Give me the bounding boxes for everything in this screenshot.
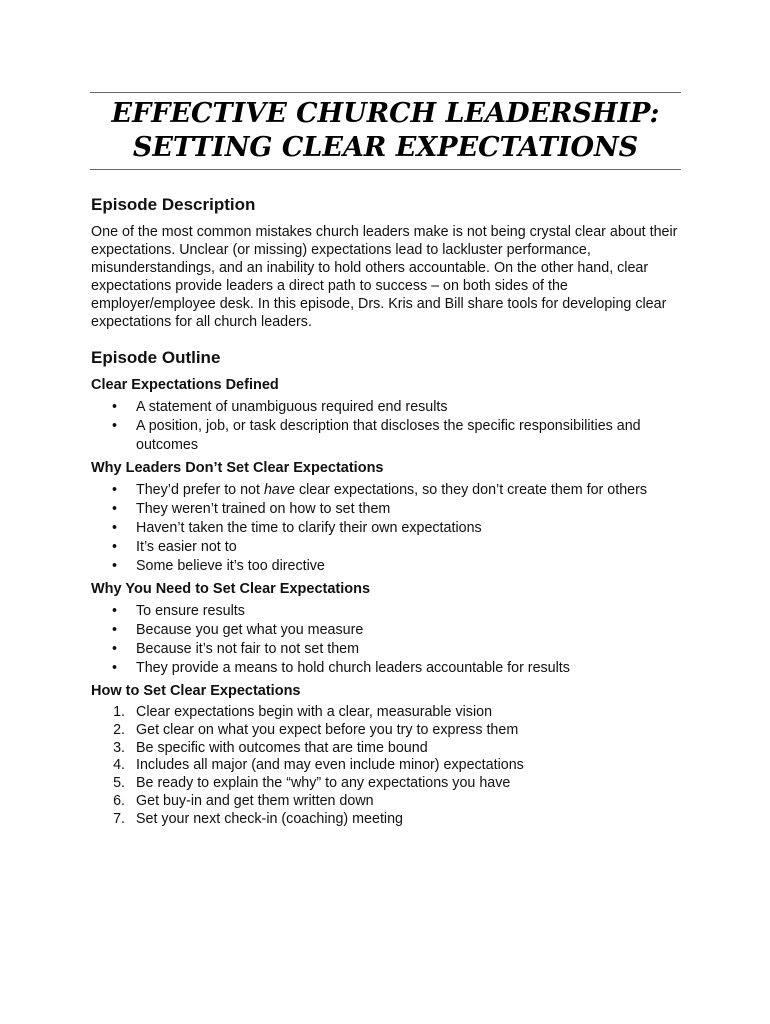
list-item: • A position, job, or task description that discloses the specific responsibilities and outcomes (112, 418, 641, 453)
bullet-icon: • (112, 622, 118, 638)
numbered-item: 4. Includes all major (and may even include minor) expectations (91, 757, 691, 775)
bullet-icon: • (112, 660, 118, 676)
list-item: • They provide a means to hold church leaders accountable for results (112, 660, 570, 676)
why-you-need-list (91, 602, 691, 678)
item-number: 3. (113, 739, 125, 756)
episode-outline-heading: Episode Outline (91, 348, 221, 367)
bullet-icon: • (112, 603, 118, 619)
episode-description-text: One of the most common mistakes church leaders make is not being crystal clear about their expectations. Unclear (or missing) expectations lead to lackluster performance, misunderstandings, and an inability to hold others accountable. On the other hand, clear expectations provide leaders a direct path to success – on both sides of the employer/employee desk. In this episode, Drs. Kris and Bill share tools for developing clear expectations for all church leaders. (91, 224, 678, 330)
bullet-icon: • (112, 399, 118, 415)
item-number: 1. (113, 704, 125, 720)
item-number: 4. (113, 757, 125, 774)
title-block (90, 92, 681, 170)
document-title-line-1: EFFECTIVE CHURCH LEADERSHIP: (111, 98, 660, 129)
bullet-icon: • (112, 418, 118, 434)
section-heading-why-leaders-dont: Why Leaders Don’t Set Clear Expectations (91, 460, 384, 476)
emphasis-text: have (263, 482, 295, 498)
bullet-icon: • (112, 558, 118, 574)
bullet-icon: • (112, 539, 118, 555)
list-item: • To ensure results (112, 603, 245, 619)
document-content (91, 194, 691, 829)
episode-description-heading: Episode Description (91, 195, 256, 214)
list-item: • Because it’s not fair to not set them (112, 641, 360, 657)
list-item: • Because you get what you measure (112, 622, 364, 638)
bullet-icon: • (112, 482, 118, 498)
defined-list (91, 398, 691, 455)
item-number: 6. (113, 792, 125, 809)
item-number: 2. (113, 721, 125, 738)
numbered-item: 5. Be ready to explain the “why” to any expectations you have (91, 775, 691, 793)
section-heading-defined: Clear Expectations Defined (91, 377, 279, 393)
numbered-item: 1. Clear expectations begin with a clear, measurable vision (91, 704, 691, 722)
numbered-item: 3. Be specific with outcomes that are time bound (91, 740, 691, 758)
numbered-item: 6. Get buy-in and get them written down (91, 793, 691, 811)
section-heading-how-to-set: How to Set Clear Expectations (91, 683, 301, 699)
list-item: • Haven’t taken the time to clarify their own expectations (112, 520, 482, 536)
section-heading-why-you-need: Why You Need to Set Clear Expectations (91, 581, 371, 597)
list-item: • They weren’t trained on how to set them (112, 501, 391, 517)
bullet-icon: • (112, 501, 118, 517)
item-number: 7. (113, 810, 125, 827)
numbered-item: 2. Get clear on what you expect before you try to express them (91, 722, 691, 740)
numbered-item: 7. Set your next check-in (coaching) meeting (91, 811, 691, 829)
list-item: • Some believe it’s too directive (112, 558, 325, 574)
list-item: • It’s easier not to (112, 539, 237, 555)
list-item: • A statement of unambiguous required end results (112, 399, 448, 415)
item-number: 5. (113, 775, 125, 792)
document-title-line-2: SETTING CLEAR EXPECTATIONS (132, 132, 639, 163)
bullet-icon: • (112, 520, 118, 536)
list-item: • They’d prefer to not have clear expectations, so they don’t create them for others (112, 482, 648, 498)
bullet-icon: • (112, 641, 118, 657)
why-leaders-dont-list (91, 481, 691, 576)
how-to-set-list (91, 704, 691, 829)
